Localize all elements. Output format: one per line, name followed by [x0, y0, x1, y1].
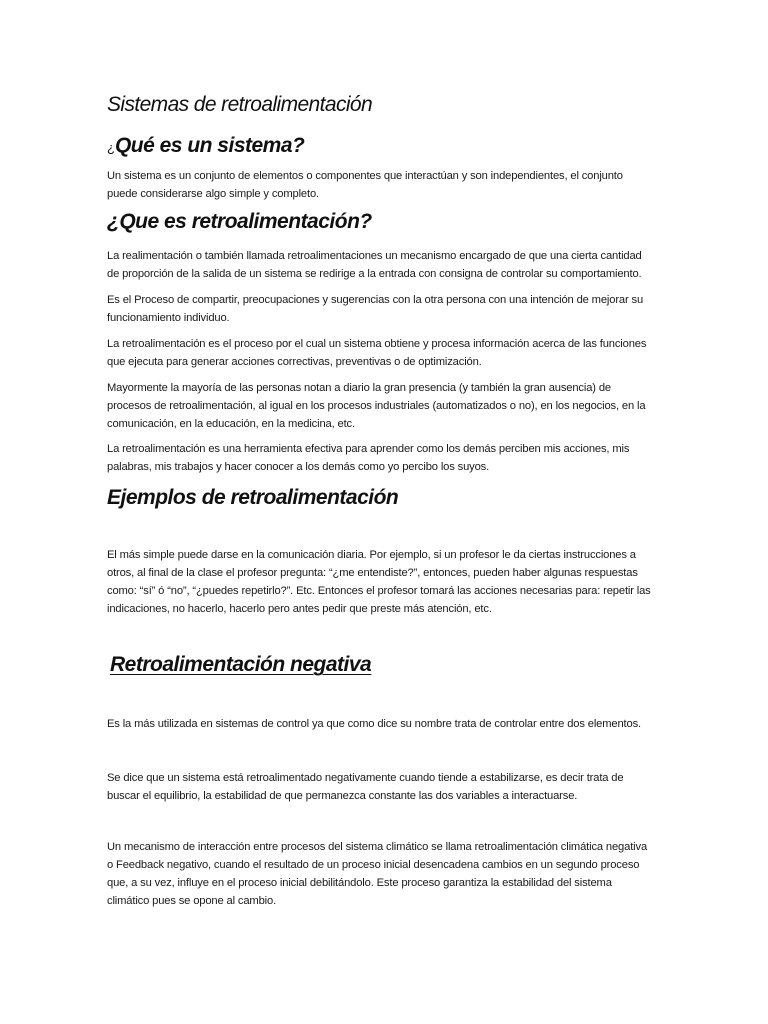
heading-retroalimentacion-negativa: Retroalimentación negativa	[110, 653, 372, 676]
heading-text: Qué es un sistema?	[114, 134, 305, 157]
paragraph-mas-utilizada: Es la más utilizada en sistemas de control ya que como dice su nombre trata de controlar entre dos elementos.	[107, 718, 641, 730]
paragraph-retroalimentado-negativamente: Se dice que un sistema está retroalimentado negativamente cuando tiende a estabilizarse, es decir trata de buscar el equilibrio, la estabilidad de que permanezca constante las dos variables a interactuarse.	[107, 772, 624, 802]
heading-prefix: ¿	[107, 140, 115, 155]
paragraph-proceso-sistema: La retroalimentación es el proceso por el cual un sistema obtiene y procesa información acerca de las funciones que ejecuta para generar acciones correctivas, preventivas o de optimización.	[107, 338, 647, 368]
paragraph-proceso-compartir: Es el Proceso de compartir, preocupaciones y sugerencias con la otra persona con una intención de mejorar su funcionamiento individuo.	[107, 294, 644, 324]
paragraph-presencia-procesos: Mayormente la mayoría de las personas notan a diario la gran presencia (y también la gran ausencia) de procesos de retroalimentación, al igual en los procesos industriales (automatizados o no), en los negocios, en la comunicación, en la educación, en la medicina, etc.	[107, 382, 646, 430]
paragraph-definicion-sistema: Un sistema es un conjunto de elementos o componentes que interactúan y son independientes, el conjunto puede considerarse algo simple y completo.	[107, 170, 623, 200]
heading-ejemplos: Ejemplos de retroalimentación	[107, 486, 399, 509]
paragraph-ejemplo-comunicacion: El más simple puede darse en la comunicación diaria. Por ejemplo, si un profesor le da ciertas instrucciones a otros, al final de la clase el profesor pregunta: “¿me entendiste?”, entonces, pueden haber algunas respuestas como: “sí” ó “no”, “¿puedes repetirlo?”. Etc. Entonces el profesor tomará las acciones necesarias para: repetir las indicaciones, no hacerlo, hacerlo pero antes pedir que preste más atención, etc.	[107, 549, 651, 615]
paragraph-realimentacion: La realimentación o también llamada retroalimentaciones un mecanismo encargado de que una cierta cantidad de proporción de la salida de un sistema se redirige a la entrada con consigna de controlar su comportamiento.	[107, 250, 642, 280]
heading-que-es-un-sistema	[107, 134, 304, 158]
paragraph-mecanismo-climatico: Un mecanismo de interacción entre procesos del sistema climático se llama retroalimentación climática negativa o Feedback negativo, cuando el resultado de un proceso inicial desencadena cambios en un segundo proceso que, a su vez, influye en el proceso inicial debilitándolo. Este proceso garantiza la estabilidad del sistema climático pues se opone al cambio.	[107, 841, 648, 907]
document-title: Sistemas de retroalimentación	[107, 93, 373, 116]
heading-que-es-retroalimentacion: ¿Que es retroalimentación?	[107, 210, 372, 233]
paragraph-herramienta-efectiva: La retroalimentación es una herramienta efectiva para aprender como los demás perciben mis acciones, mis palabras, mis trabajos y hacer conocer a los demás como yo percibo los suyos.	[107, 443, 630, 473]
